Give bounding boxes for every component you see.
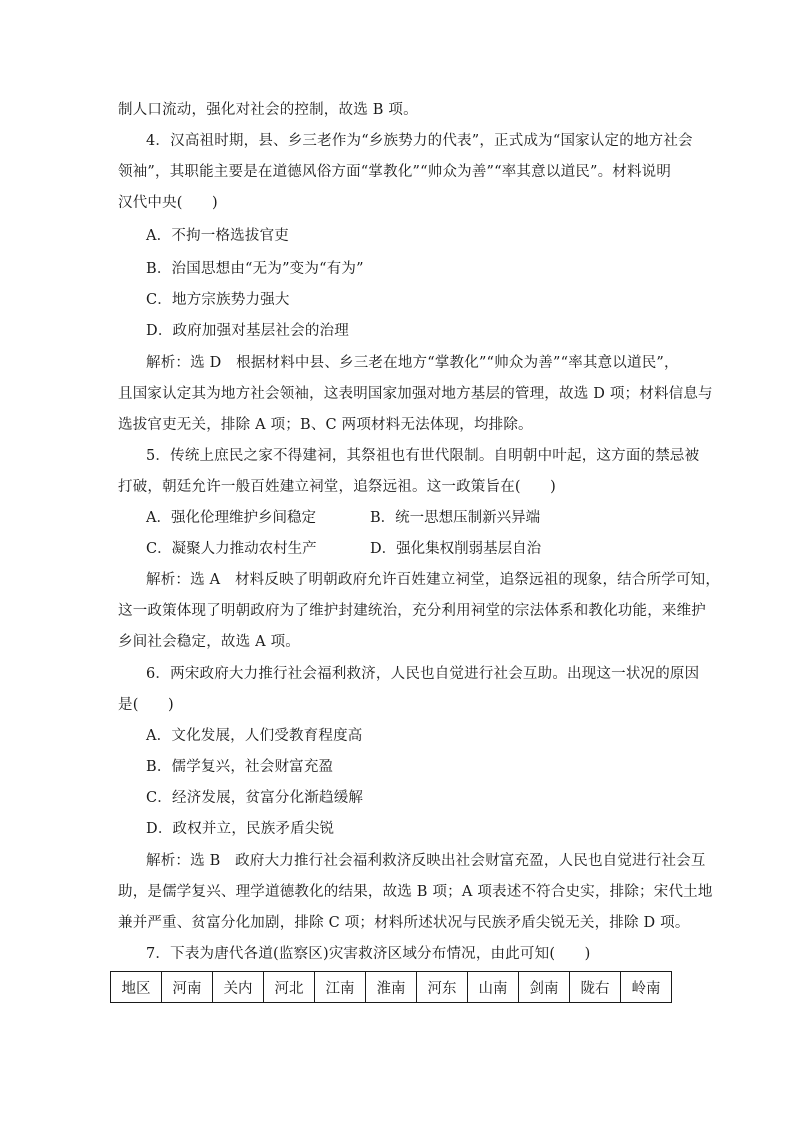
question-4-explanation: 且国家认定其为地方社会领袖，这表明国家加强对地方基层的管理，故选 D 项；材料信息与 [118,386,713,402]
table-row [111,972,672,1003]
question-5-options-row [146,539,706,559]
question-5-option-a: A．强化伦理维护乡间稳定 [146,510,316,526]
question-4-option-b: B．治国思想由“无为”变为“有为” [146,261,364,277]
question-4-explanation: 解析：选 D 根据材料中县、乡三老在地方“掌教化”“帅众为善”“率其意以道民”， [146,355,679,371]
table-cell: 江南 [315,972,366,1003]
table-cell: 岭南 [621,972,672,1003]
question-6-stem: 是( ) [118,697,174,713]
table-cell: 陇右 [570,972,621,1003]
question-5-options-row [146,508,706,528]
question-5-option-d: D．强化集权削弱基层自治 [370,541,542,557]
question-6-option-d: D．政权并立，民族矛盾尖锐 [146,821,335,837]
question-5-option-c: C．凝聚人力推动农村生产 [146,541,317,557]
question-5-explanation: 解析：选 A 材料反映了明朝政府允许百姓建立祠堂，追祭远祖的现象，结合所学可知， [146,572,721,588]
question-4-explanation: 选拔官吏无关，排除 A 项；B、C 两项材料无法体现，均排除。 [118,417,533,433]
region-table [110,971,672,1003]
table-cell: 淮南 [366,972,417,1003]
question-4-option-c: C．地方宗族势力强大 [146,292,290,308]
question-5-stem: 打破，朝廷允许一般百姓建立祠堂，追祭远祖。这一政策旨在( ) [118,479,557,495]
question-5-option-b: B．统一思想压制新兴异端 [370,510,541,526]
table-cell: 关内 [213,972,264,1003]
question-4-stem: 领袖”，其职能主要是在道德风俗方面“掌教化”“帅众为善”“率其意以道民”。材料说明 [118,164,672,180]
question-5-stem: 5．传统上庶民之家不得建祠，其祭祖也有世代限制。自明朝中叶起，这方面的禁忌被 [146,448,700,464]
table-cell: 地区 [111,972,162,1003]
question-4-option-a: A．不拘一格选拔官吏 [146,228,289,244]
question-6-explanation: 解析：选 B 政府大力推行社会福利救济反映出社会财富充盈，人民也自觉进行社会互 [146,853,706,869]
table-cell: 山南 [468,972,519,1003]
question-5-explanation: 这一政策体现了明朝政府为了维护封建统治，充分利用祠堂的宗法体系和教化功能，来维护 [118,603,706,619]
question-6-stem: 6．两宋政府大力推行社会福利救济，人民也自觉进行社会互助。出现这一状况的原因 [146,666,700,682]
question-5-explanation: 乡间社会稳定，故选 A 项。 [118,634,300,650]
table-cell: 河东 [417,972,468,1003]
question-4-stem: 汉代中央( ) [118,195,218,211]
table-cell: 河南 [162,972,213,1003]
question-4-stem: 4．汉高祖时期，县、乡三老作为“乡族势力的代表”，正式成为“国家认定的地方社会 [146,133,693,149]
question-6-option-a: A．文化发展，人们受教育程度高 [146,728,363,744]
question-4-option-d: D．政府加强对基层社会的治理 [146,323,349,339]
text-line: 制人口流动，强化对社会的控制，故选 B 项。 [118,102,418,118]
table-cell: 剑南 [519,972,570,1003]
question-6-explanation: 助，是儒学复兴、理学道德教化的结果，故选 B 项；A 项表述不符合史实，排除；宋代土地 [118,884,713,900]
question-6-option-c: C．经济发展，贫富分化渐趋缓解 [146,790,364,806]
question-6-explanation: 兼并严重、贫富分化加剧，排除 C 项；材料所述状况与民族矛盾尖锐无关，排除 D 项。 [118,915,690,931]
question-6-option-b: B．儒学复兴，社会财富充盈 [146,759,334,775]
question-7-stem: 7．下表为唐代各道(监察区)灾害救济区域分布情况，由此可知( ) [146,946,591,962]
table-cell: 河北 [264,972,315,1003]
